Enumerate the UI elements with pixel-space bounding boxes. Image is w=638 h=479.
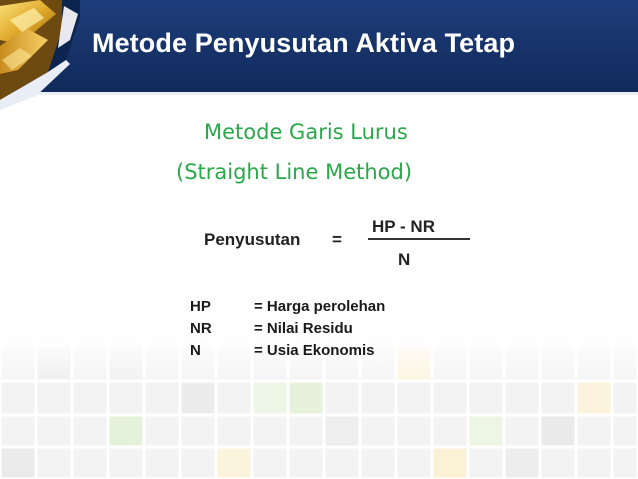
formula-label: Penyusutan: [204, 230, 301, 249]
legend-abbr: HP: [190, 298, 211, 315]
gold-bars-image: [0, 0, 80, 110]
legend-abbr: N: [190, 342, 201, 359]
legend-definition: = Nilai Residu: [254, 320, 353, 337]
formula-numerator: HP - NR: [372, 217, 435, 236]
legend-definition: = Usia Ekonomis: [254, 342, 375, 359]
legend-abbr: NR: [190, 320, 212, 337]
formula-denominator: N: [398, 250, 411, 269]
legend-definition: = Harga perolehan: [254, 298, 386, 315]
slide-title: Metode Penyusutan Aktiva Tetap: [92, 28, 516, 58]
fraction-bar: [368, 238, 470, 240]
header-divider: [0, 92, 638, 95]
formula-equals: =: [332, 230, 342, 249]
method-name-english: (Straight Line Method): [176, 160, 413, 184]
method-name: Metode Garis Lurus: [204, 120, 408, 144]
